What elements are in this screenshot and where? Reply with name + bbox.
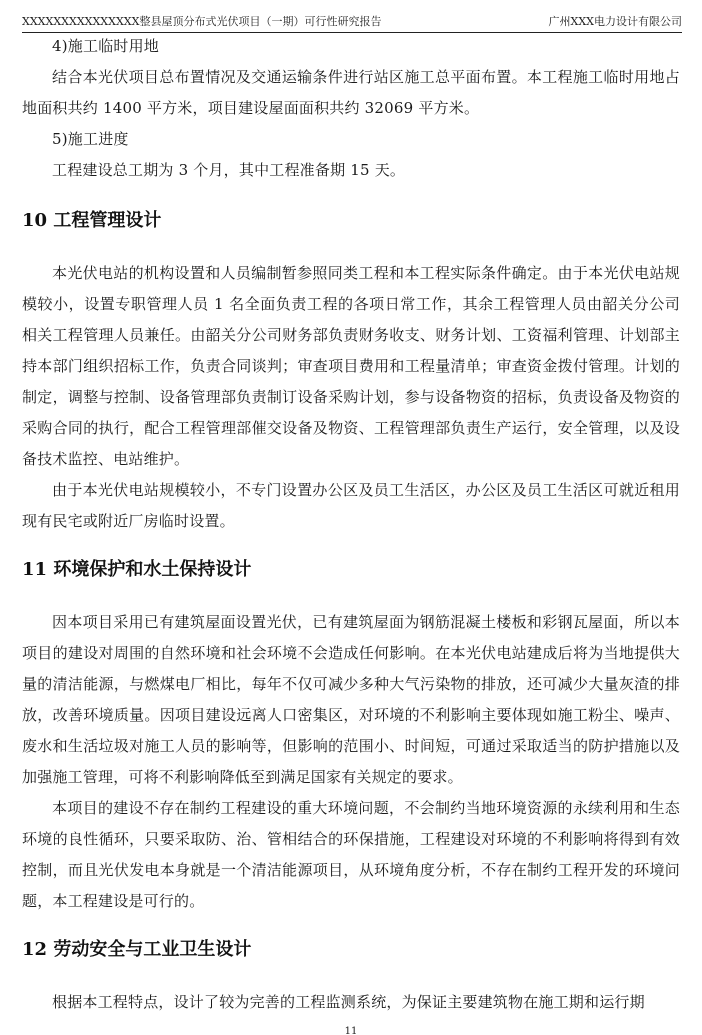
item-4-title: 4)施工临时用地 [52,37,159,55]
header-company-name: 广州XXX电力设计有限公司 [548,15,682,28]
item-5-text: 工程建设总工期为 3 个月，其中工程准备期 15 天。 [52,161,406,179]
item-4-text: 结合本光伏项目总布置情况及交通运输条件进行站区施工总平面布置。本工程施工临时用地占地面积共约 1400 平方米，项目建设屋面面积共约 32069 平方米。 [22,68,680,117]
header-report-title: XXXXXXXXXXXXXXX整县屋顶分布式光伏项目（一期）可行性研究报告 [22,15,382,28]
item-5-title: 5)施工进度 [52,130,129,148]
document-body [22,31,680,1018]
section-11-heading: 11 环境保护和水土保持设计 [22,559,252,580]
section-11-paragraph-1: 因本项目采用已有建筑屋面设置光伏，已有建筑屋面为钢筋混凝土楼板和彩钢瓦屋面，所以本项目的建设对周围的自然环境和社会环境不会造成任何影响。在本光伏电站建成后将为当地提供大量的清洁能源，与燃煤电厂相比，每年不仅可减少多种大气污染物的排放，还可减少大量灰渣的排放，改善环境质量。因项目建设远离人口密集区，对环境的不利影响主要体现如施工粉尘、噪声、废水和生活垃圾对施工人员的影响等，但影响的范围小、时间短，可通过采取适当的防护措施以及加强施工管理，可将不利影响降低至到满足国家有关规定的要求。 [22,613,680,786]
section-10-paragraph-2: 由于本光伏电站规模较小，不专门设置办公区及员工生活区，办公区及员工生活区可就近租用现有民宅或附近厂房临时设置。 [22,481,680,530]
section-10-heading: 10 工程管理设计 [22,210,162,231]
page-number: 11 [344,1026,358,1035]
section-11-paragraph-2: 本项目的建设不存在制约工程建设的重大环境问题，不会制约当地环境资源的永续利用和生态环境的良性循环，只要采取防、治、管相结合的环保措施，工程建设对环境的不利影响将得到有效控制，而且光伏发电本身就是一个清洁能源项目，从环境角度分析，不存在制约工程开发的环境问题，本工程建设是可行的。 [22,799,680,910]
section-10-paragraph-1: 本光伏电站的机构设置和人员编制暂参照同类工程和本工程实际条件确定。由于本光伏电站规模较小，设置专职管理人员 1 名全面负责工程的各项日常工作，其余工程管理人员由韶关分公司相关工程管理人员兼任。由韶关分公司财务部负责财务收支、财务计划、工资福利管理、计划部主持本部门组织招标工作，负责合同谈判；审查项目费用和工程量清单；审查资金拨付管理。计划的制定，调整与控制、设备管理部负责制订设备采购计划，参与设备物资的招标，负责设备及物资的采购合同的执行，配合工程管理部催交设备及物资、工程管理部负责生产运行，安全管理，以及设备技术监控、电站维护。 [22,264,680,468]
section-12-paragraph-1: 根据本工程特点，设计了较为完善的工程监测系统，为保证主要建筑物在施工期和运行期 [52,993,645,1011]
section-12-heading: 12 劳动安全与工业卫生设计 [22,939,252,960]
